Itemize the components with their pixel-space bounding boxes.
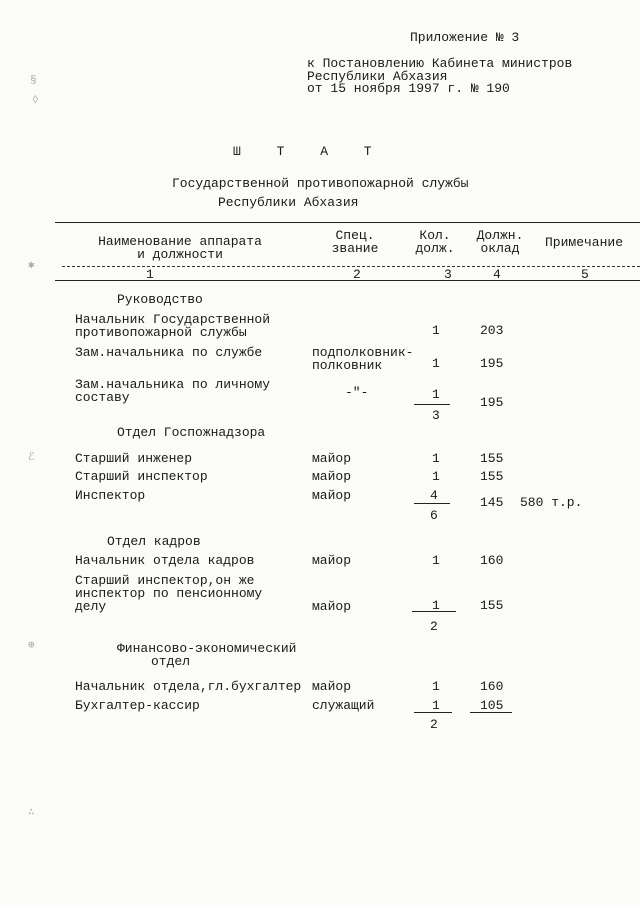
position-name: Зам.начальника по личному составу [75,377,271,405]
col1-header: Наименование аппарата и должности [98,234,262,262]
position-count: 1 [432,387,440,402]
position-salary: 160 [480,553,504,568]
header-bottom-rule [55,280,640,281]
appendix-label: Приложение № 3 [410,30,520,45]
section-title: Отдел кадров [107,534,201,549]
title-line-2: Республики Абхазия [218,195,359,210]
position-salary: 105 [480,698,504,713]
position-count: 1 [432,356,440,371]
margin-mark: ◊ [32,95,39,107]
resolution-line-2: Республики Абхазия [307,69,448,84]
position-count: 1 [432,553,440,568]
col-number-2: 2 [353,267,361,282]
position-salary: 195 [480,356,504,371]
position-note: 580 т.р. [520,495,583,510]
resolution-line-1: к Постановлению Кабинета министров [307,56,573,71]
margin-mark: ∴ [28,807,35,819]
position-count: 1 [432,679,440,694]
salary-underline [470,712,512,713]
position-name: Инспектор [75,488,146,503]
position-salary: 203 [480,323,504,338]
position-rank: -"- [345,385,369,400]
position-count: 1 [432,598,440,613]
position-name: Старший инженер [75,451,193,466]
count-underline [412,611,456,612]
count-underline [414,712,452,713]
col3-header: Кол. долж. [415,228,455,256]
position-count: 1 [432,323,440,338]
margin-mark: ⊕ [28,640,35,652]
position-name: Начальник отдела,гл.бухгалтер [75,679,302,694]
col4-header: Должн. оклад [476,228,524,256]
section-total: 6 [430,508,438,523]
document-title: Ш Т А Т [233,144,386,159]
resolution-line-3: от 15 ноября 1997 г. № 190 [307,81,510,96]
title-line-1: Государственной противопожарной службы [172,176,469,191]
position-name: Зам.начальника по службе [75,345,263,360]
margin-mark: ✱ [28,260,35,272]
position-salary: 160 [480,679,504,694]
position-salary: 195 [480,395,504,410]
col-number-3: 3 [444,267,452,282]
section-title: Отдел Госпожнадзора [117,425,266,440]
position-rank: майор [312,469,352,484]
position-name: Бухгалтер-кассир [75,698,200,713]
col2-header: Спец. звание [331,228,379,256]
position-salary: 145 [480,495,504,510]
position-name: Старший инспектор [75,469,208,484]
section-title: Финансово-экономический отдел [117,641,297,669]
col-number-1: 1 [146,267,154,282]
position-salary: 155 [480,598,504,613]
section-total: 2 [430,619,438,634]
position-rank: служащий [312,698,375,713]
position-rank: подполковник- полковник [312,345,414,373]
position-count: 1 [432,698,440,713]
position-rank: майор [312,553,352,568]
section-title: Руководство [117,292,203,307]
position-rank: майор [312,451,352,466]
count-underline [414,404,450,405]
section-total: 3 [432,408,440,423]
col-number-5: 5 [581,267,589,282]
position-rank: майор [312,488,352,503]
col-number-4: 4 [493,267,501,282]
position-name: Начальник Государственной противопожарной службы [75,312,271,340]
margin-mark: ℰ [28,452,35,464]
col5-header: Примечание [545,235,624,250]
position-count: 1 [432,469,440,484]
position-salary: 155 [480,451,504,466]
count-underline [414,503,450,504]
position-salary: 155 [480,469,504,484]
position-name: Начальник отдела кадров [75,553,255,568]
position-rank: майор [312,679,352,694]
position-count: 1 [432,451,440,466]
position-rank: майор [312,599,352,614]
header-top-rule [55,222,640,223]
position-name: Старший инспектор,он же инспектор по пенсионному делу [75,573,263,614]
section-total: 2 [430,717,438,732]
position-count: 4 [430,488,438,503]
margin-mark: § [30,75,37,87]
